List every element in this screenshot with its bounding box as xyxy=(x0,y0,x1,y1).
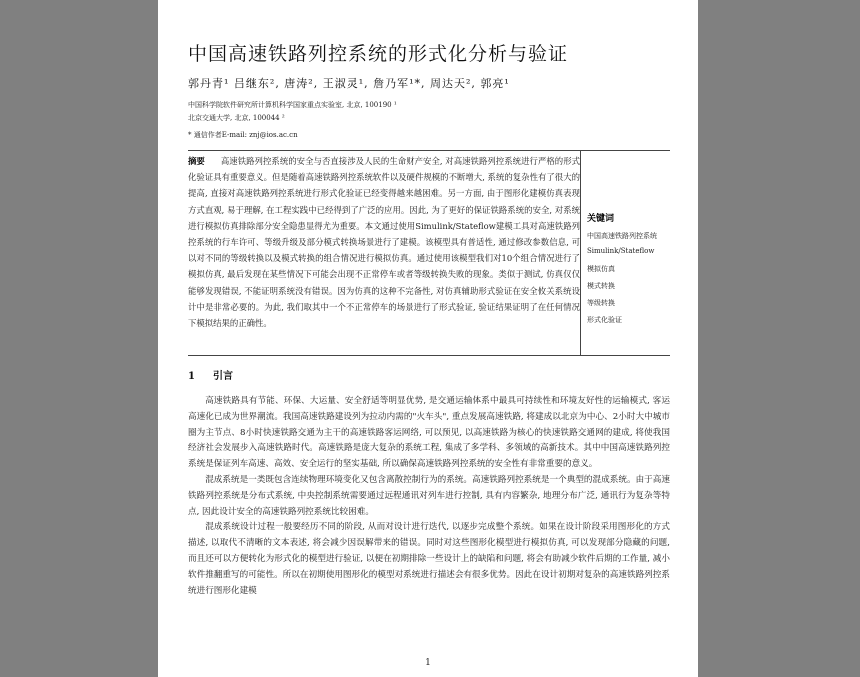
section-title: 引言 xyxy=(212,371,233,382)
viewer-background-left xyxy=(0,0,158,677)
keyword-item: 形式化验证 xyxy=(587,316,622,324)
section-number: 1 xyxy=(188,371,195,382)
keywords-title: 关键词 xyxy=(587,214,615,224)
paragraph: 混成系统是一类既包含连续物理环境变化又包含离散控制行为的系统。高速铁路列控系统是一个典型的混成系统。由于高速铁路列控系统是分布式系统, 中央控制系统需要通过远程通讯对列车进行控制, 具有内容繁杂, 地理分布广泛, 通讯行为复杂等特点, 因此设计安全的高速铁路列控系统比较困难。 xyxy=(188,474,670,517)
affiliation-1: 中国科学院软件研究所计算机科学国家重点实验室, 北京, 100190 ¹ xyxy=(188,101,397,109)
abstract xyxy=(188,151,580,331)
document-page xyxy=(158,0,698,677)
paragraph: 混成系统设计过程一般要经历不同的阶段, 从而对设计进行迭代, 以逐步完成整个系统。如果在设计阶段采用图形化的方式描述, 以取代不清晰的文本表述, 将会减少因误解带来的错误。同时对这些图形化模型进行模拟仿真, 可以发现部分隐藏的问题, 而且还可以方便转化为形式化的模型进行验证, 以便在初期排除一些设计上的缺陷和问题, 将会有助减少软件后期的工作量, 减小软件推翻重写的可能性。所以在初期使用图形化的模型对系统进行描述会有很多优势。因此在设计初期对复杂的高速铁路列控系统进行图形化建模 xyxy=(188,522,670,596)
keyword-item: 中国高速铁路列控系统 xyxy=(587,232,657,240)
page-number: 1 xyxy=(425,658,431,668)
paragraph: 高速铁路具有节能、环保、大运量、安全舒适等明显优势, 是交通运输体系中最具可持续性和环境友好性的运输模式, 客运高速化已成为世界潮流。我国高速铁路建设列为拉动内需的"火车头", 重点发展高速铁路, 将建成以北京为中心、2小时大中城市圈为主节点、8小时快速铁路交通为主干的高速铁路客运网络, 可以预见, 以高速铁路为核心的快速铁路交通网的建成, 将使我国经济社会发展步入高速铁路时代。高速铁路是庞大复杂的系统工程, 集成了多学科、多领域的高新技术。其中中国高速铁路列控系统是保证列车高速、高效、安全运行的坚实基础, 所以确保高速铁路列控系统的安全性有非常重要的意义。 xyxy=(188,396,670,470)
section-heading xyxy=(188,367,233,382)
abstract-text: 高速铁路列控系统的安全与否直接涉及人民的生命财产安全, 对高速铁路列控系统进行严格的形式化验证具有重要意义。但是随着高速铁路列控系统软件以及硬件规模的不断增大, 系统的复杂性有了很大的提高, 直接对高速铁路列控系统进行形式化验证已经变得越来越困难。另一方面, 由于图形化建模仿真表现方式直观, 易于理解, 在工程实践中已经得到了广泛的应用。因此, 为了更好的保证铁路系统的安全, 对系统进行模拟仿真排除部分安全隐患显得尤为重要。本文通过使用Simulink/Stateflow建模工具对高速铁路列控系统的行车许可、等级升级及部分模式转换场景进行了建模。该模型具有普适性, 通过修改参数信息, 可以对不同的等级转换以及模式转换的组合情况进行模拟仿真。通过使用该模型我们对10个组合情况进行了模拟仿真, 最后发现在某些情况下可能会出现不正常停车或者等级转换失败的现象。类似于测试, 仿真仅仅能够发现错误, 不能证明系统没有错误。因为仿真的这种不完备性, 对仿真辅助形式验证在安全攸关系统设计中是非常必要的。为此, 我们取其中一个不正常停车的场景进行了形式验证, 验证结果证明了在任何情况下模拟结果的正确性。 xyxy=(188,156,581,329)
author-list: 郭丹青¹ 吕继东², 唐涛², 王淑灵¹, 詹乃军¹*, 周达天², 郭亮¹ xyxy=(188,77,510,90)
body-text xyxy=(188,394,670,599)
keyword-item: Simulink/Stateflow xyxy=(587,247,655,255)
keywords-panel xyxy=(580,151,671,355)
viewer-background-right xyxy=(698,0,860,677)
keyword-item: 模式转换 xyxy=(587,282,615,290)
abstract-box xyxy=(188,150,670,356)
keyword-item: 等级转换 xyxy=(587,299,615,307)
paper-title: 中国高速铁路列控系统的形式化分析与验证 xyxy=(188,43,569,65)
affiliation-2: 北京交通大学, 北京, 100044 ² xyxy=(188,114,285,122)
keyword-item: 模拟仿真 xyxy=(587,265,615,273)
corresponding-author-email: * 通信作者E-mail: znj@ios.ac.cn xyxy=(188,131,298,139)
abstract-label: 摘要 xyxy=(188,156,205,166)
